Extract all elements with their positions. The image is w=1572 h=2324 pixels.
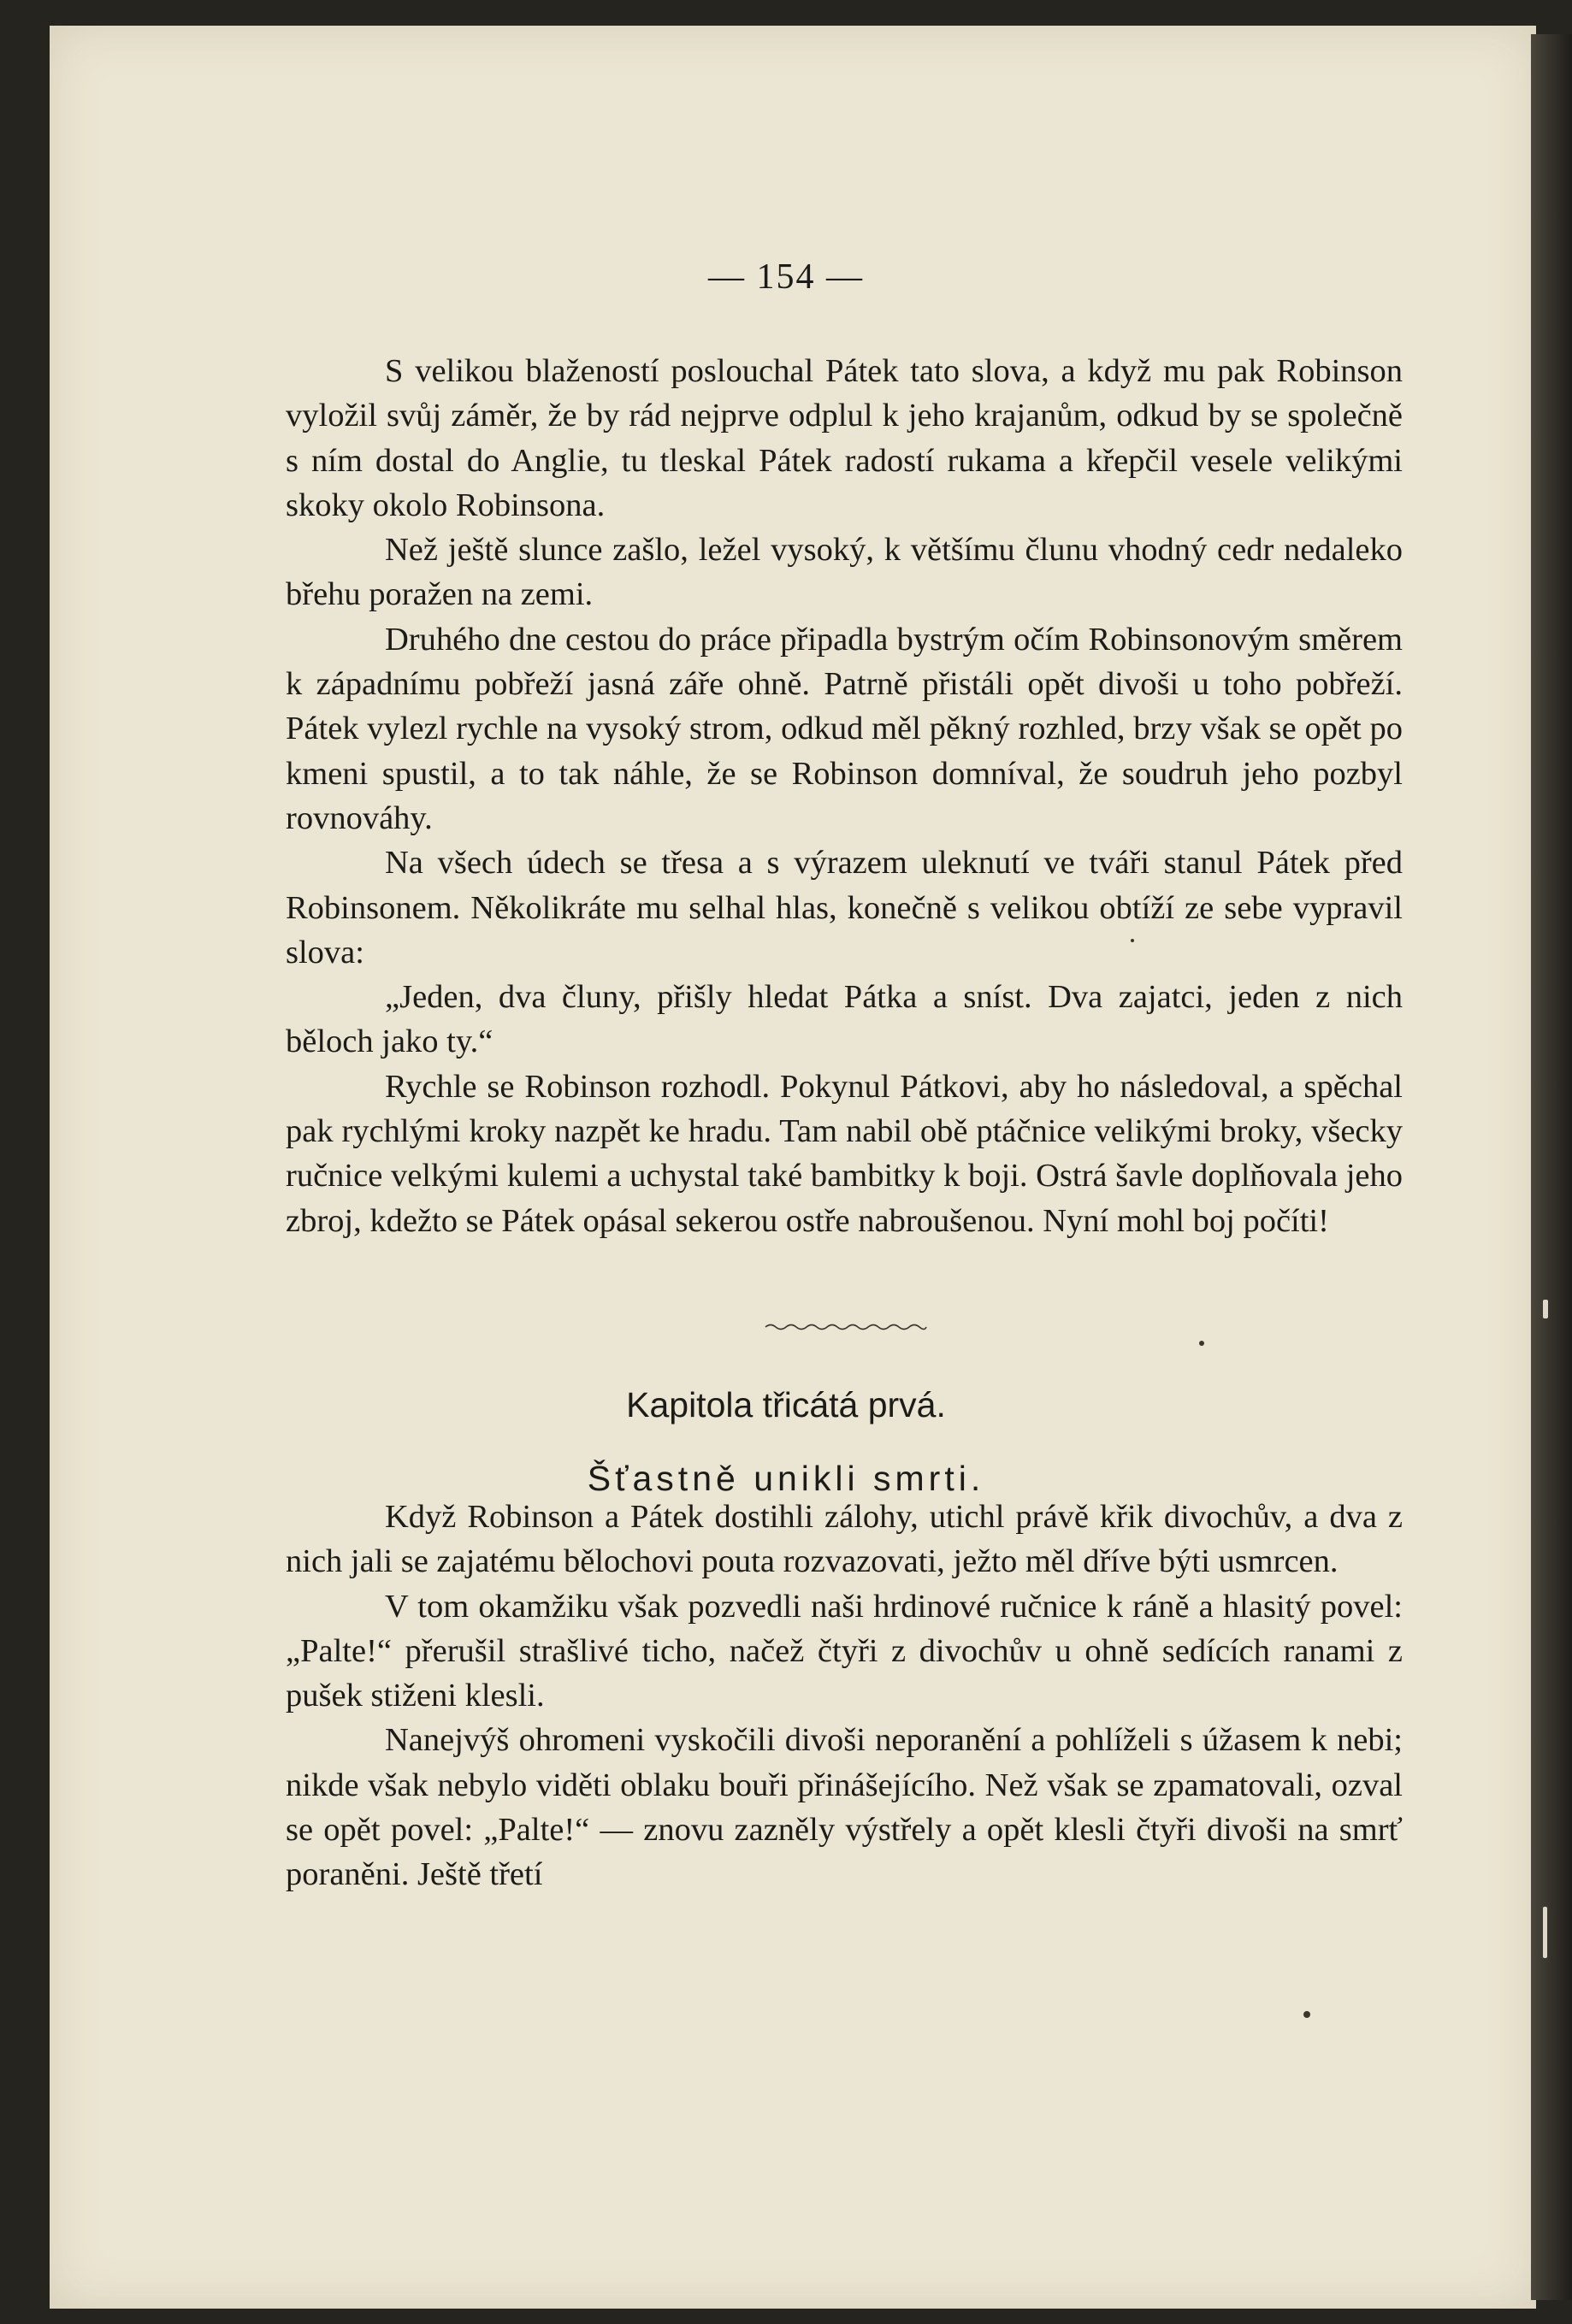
chapter-title: Kapitola třicátá prvá. xyxy=(626,1385,946,1424)
paper-speck xyxy=(1131,939,1134,942)
text-block-top xyxy=(286,349,1403,1243)
paragraph: Nanejvýš ohromeni vyskočili divoši neporanění a pohlíželi s úžasem k nebi; nikde však nebylo viděti oblaku bouři přinášejícího. Než však se zpamatovali, ozval se opět povel: „Palte!“ — znovu zazněly výstřely a opět klesli čtyři divoši na smrť poraněni. Ještě třetí xyxy=(286,1722,1403,1893)
page-number: — 154 — xyxy=(708,257,864,297)
spine-mark xyxy=(1543,1907,1547,1958)
chapter-subtitle: Šťastně unikli smrti. xyxy=(587,1459,985,1498)
paragraph: Druhého dne cestou do práce připadla bystrým očím Robinsonovým směrem k západnímu pobřeží jasná záře ohně. Patrně přistáli opět divoši u toho pobřeží. Pátek vylezl rychle na vysoký strom, odkud měl pěkný rozhled, brzy však se opět po kmeni spustil, a to tak náhle, že se Robinson domníval, že soudruh jeho pozbyl rovnováhy. xyxy=(286,621,1403,836)
paragraph: „Jeden, dva čluny, přišly hledat Pátka a sníst. Dva zajatci, jeden z nich běloch jako ty.“ xyxy=(286,979,1403,1060)
paragraph: Než ještě slunce zašlo, ležel vysoký, k většímu člunu vhodný cedr nedaleko břehu poražen na zemi. xyxy=(286,532,1403,613)
paragraph: Na všech údech se třesa a s výrazem uleknutí ve tváři stanul Pátek před Robinsonem. Několikráte mu selhal hlas, konečně s velikou obtíží ze sebe vypravil slova: xyxy=(286,845,1403,970)
wavy-divider-ornament xyxy=(764,1321,928,1333)
paper-speck xyxy=(1303,2011,1310,2018)
paragraph: S velikou blažeností poslouchal Pátek tato slova, a když mu pak Robinson vyložil svůj záměr, že by rád nejprve odplul k jeho krajanům, odkud by se společně s ním dostal do Anglie, tu tleskal Pátek radostí rukama a křepčil vesele velikými skoky okolo Robinsona. xyxy=(286,353,1403,523)
paragraph: Když Robinson a Pátek dostihli zálohy, utichl právě křik divochův, a dva z nich jali se zajatému bělochovi pouta rozvazovati, ježto měl dříve býti usmrcen. xyxy=(286,1499,1403,1580)
spine-mark xyxy=(1543,1300,1548,1318)
paragraph: V tom okamžiku však pozvedli naši hrdinové ručnice k ráně a hlasitý povel: „Palte!“ přerušil strašlivé ticho, načež čtyři z divochův u ohně sedících ranami z pušek stiženi klesli. xyxy=(286,1588,1403,1714)
text-block-bottom xyxy=(286,1495,1403,1897)
paragraph: Rychle se Robinson rozhodl. Pokynul Pátkovi, aby ho následoval, a spěchal pak rychlými kroky nazpět ke hradu. Tam nabil obě ptáčnice velikými broky, všecky ručnice velkými kulemi a uchystal také bambitky k boji. Ostrá šavle doplňovala jeho zbroj, kdežto se Pátek opásal sekerou ostře nabroušenou. Nyní mohl boj počíti! xyxy=(286,1068,1403,1239)
paper-speck xyxy=(1199,1341,1204,1346)
book-spine-edge xyxy=(1531,34,1572,2300)
